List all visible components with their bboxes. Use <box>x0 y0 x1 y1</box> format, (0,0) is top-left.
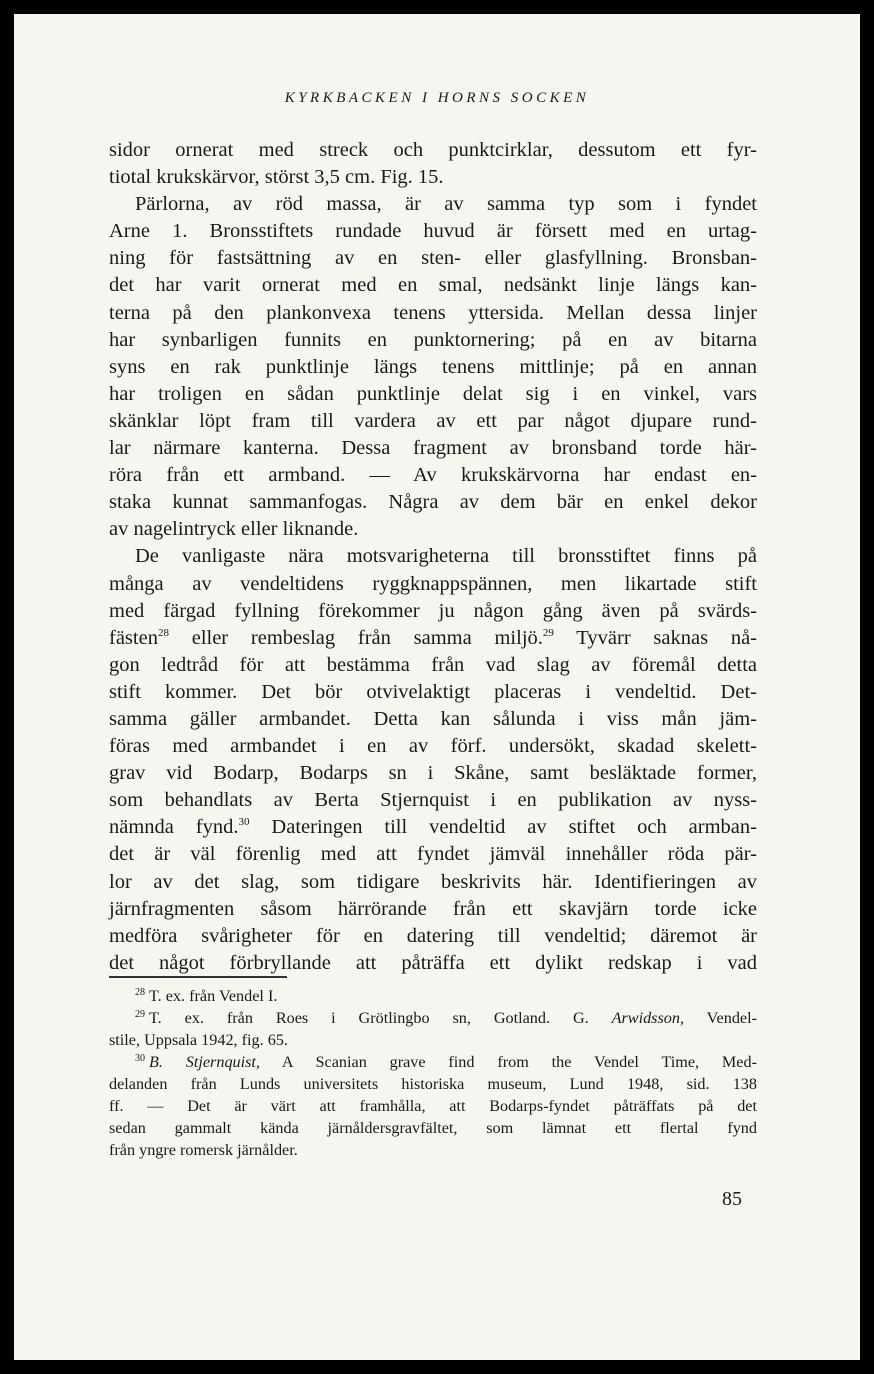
text-line: terna på den plankonvexa tenens yttersida. Mellan dessa linjer <box>109 301 757 324</box>
text-line: skänklar löpt fram till vardera av ett par något djupare rund- <box>109 409 757 432</box>
text-line: De vanligaste nära motsvarigheterna till bronsstiftet finns på <box>135 545 757 568</box>
running-head: KYRKBACKEN I HORNS SOCKEN <box>284 90 590 106</box>
footnote-text-line: sedan gammalt kända järnåldersgravfältet, som lämnat ett flertal fynd <box>109 1119 757 1137</box>
text-line: lar närmare kanterna. Dessa fragment av bronsband torde här- <box>109 437 757 460</box>
text-fragment: eller rembeslag från samma miljö. <box>168 626 543 649</box>
body-text <box>109 137 757 977</box>
footnote-author: Arwidsson, <box>611 1009 685 1027</box>
text-line: med färgad fyllning förekommer ju någon gång även på svärds- <box>109 599 757 622</box>
book-page <box>14 14 860 1360</box>
footnotes <box>109 985 757 1161</box>
footnote-number: 28 <box>135 987 145 998</box>
text-line: som behandlats av Berta Stjernquist i en publikation av nyss- <box>109 789 757 812</box>
text-line: staka kunnat sammanfogas. Några av dem bär en enkel dekor <box>109 491 757 514</box>
footnote-text-line: stile, Uppsala 1942, fig. 65. <box>109 1031 288 1049</box>
text-line: stift kommer. Det bör otvivelaktigt placeras i vendeltid. Det- <box>109 680 757 703</box>
footnote-text-line: ff. — Det är värt att framhålla, att Bodarps-fyndet påträffats på det <box>109 1097 757 1115</box>
footnote-text: A Scanian grave find from the Vendel Time, Med- <box>259 1053 757 1071</box>
text-fragment: nämnda fynd. <box>109 816 239 839</box>
footnote-28 <box>109 985 757 1007</box>
text-line: det är väl förenlig med att fyndet jämväl innehåller röda pär- <box>109 843 757 866</box>
text-line: sidor ornerat med streck och punktcirklar, dessutom ett fyr- <box>109 139 757 161</box>
footnote-text: Vendel- <box>684 1009 757 1027</box>
footnote-number: 29 <box>135 1009 145 1020</box>
text-line: röra från ett armband. — Av krukskärvorna har endast en- <box>109 464 757 487</box>
footnote-ref-30: 30 <box>238 816 250 829</box>
footnote-divider <box>109 976 287 978</box>
text-fragment: fästen <box>109 626 158 649</box>
text-line: Arne 1. Bronsstiftets rundade huvud är försett med en urtag- <box>109 220 757 243</box>
text-line: det har varit ornerat med en smal, nedsänkt linje längs kan- <box>109 274 757 297</box>
footnote-29 <box>109 1007 757 1029</box>
text-line: samma gäller armbandet. Detta kan sålunda i viss mån jäm- <box>109 707 757 730</box>
footnote-text: T. ex. från Vendel I. <box>149 987 278 1005</box>
footnote-author: B. Stjernquist, <box>149 1053 260 1071</box>
text-line: Pärlorna, av röd massa, är av samma typ som i fyndet <box>135 193 757 216</box>
text-line: gon ledtråd för att bestämma från vad slag av föremål detta <box>109 653 757 676</box>
text-line: föras med armbandet i en av förf. undersökt, skadad skelett- <box>109 735 757 758</box>
text-line: har troligen en sådan punktlinje delat sig i en vinkel, vars <box>109 382 757 405</box>
footnote-ref-28: 28 <box>157 626 169 639</box>
footnote-text-line: från yngre romersk järnålder. <box>109 1141 298 1159</box>
text-line: lor av det slag, som tidigare beskrivits här. Identifieringen av <box>109 870 757 893</box>
text-line: medföra svårigheter för en datering till vendeltid; däremot är <box>109 924 757 947</box>
text-fragment: Tyvärr saknas nå- <box>553 626 757 649</box>
footnote-text-line: delanden från Lunds universitets historiska museum, Lund 1948, sid. 138 <box>109 1075 757 1093</box>
footnote-text: T. ex. från Roes i Grötlingbo sn, Gotland. G. <box>149 1009 612 1027</box>
text-line: grav vid Bodarp, Bodarps sn i Skåne, samt besläktade former, <box>109 762 757 785</box>
text-line: ning för fastsättning av en sten- eller glasfyllning. Bronsban- <box>109 247 757 270</box>
text-line: det något förbryllande att påträffa ett dylikt redskap i vad <box>109 951 757 974</box>
footnote-number: 30 <box>135 1053 145 1064</box>
text-line <box>109 625 757 652</box>
text-line: har synbarligen funnits en punktornering; på en av bitarna <box>109 328 757 351</box>
text-line: många av vendeltidens ryggknappspännen, men likartade stift <box>109 572 757 595</box>
text-fragment: Dateringen till vendeltid av stiftet och armban- <box>249 816 757 839</box>
text-line: av nagelintryck eller liknande. <box>109 518 359 541</box>
text-line <box>109 814 757 841</box>
footnote-ref-29: 29 <box>542 626 554 639</box>
text-line: syns en rak punktlinje längs tenens mittlinje; på en annan <box>109 355 757 378</box>
page-number: 85 <box>722 1188 742 1210</box>
text-line: järnfragmenten såsom härrörande från ett skavjärn torde icke <box>109 897 757 920</box>
footnote-30 <box>109 1051 757 1073</box>
text-line: tiotal krukskärvor, störst 3,5 cm. Fig. 15. <box>109 166 444 189</box>
